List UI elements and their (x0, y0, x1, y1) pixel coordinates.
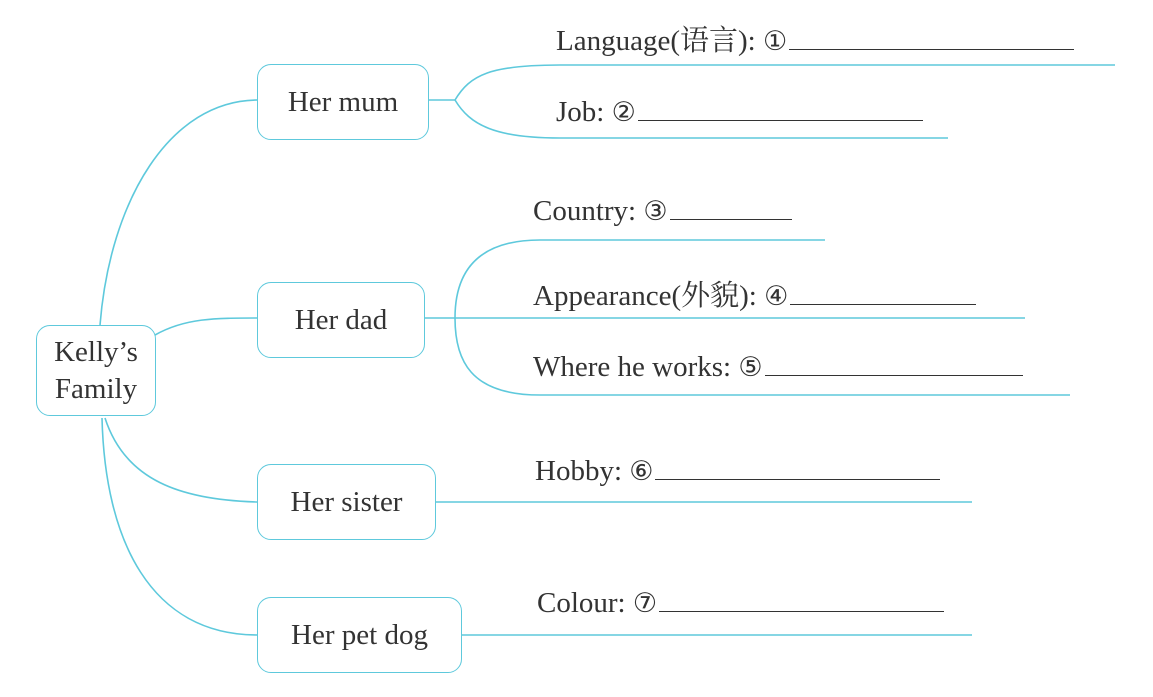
item-job-label: Job: (556, 96, 605, 128)
node-her-pet-dog (257, 597, 462, 673)
connector-mum-language (428, 65, 1115, 100)
connector-root-dad (155, 318, 258, 335)
item-hobby-label: Hobby: (535, 455, 622, 487)
node-her-mum (257, 64, 429, 140)
blank-number-1: ① (762, 26, 788, 57)
item-job (556, 96, 923, 129)
blank-number-6: ⑥ (629, 456, 654, 487)
node-her-sister (257, 464, 436, 540)
item-colour (537, 587, 944, 620)
node-her-mum-label: Her mum (287, 85, 399, 118)
answer-blank-1[interactable] (789, 27, 1074, 50)
answer-blank-3[interactable] (670, 197, 792, 220)
item-language-label: Language(语言): (556, 25, 756, 57)
item-appearance-label: Appearance(外貌): (533, 280, 757, 312)
node-her-dad (257, 282, 425, 358)
node-her-dad-label: Her dad (294, 303, 388, 336)
connector-root-sister (105, 418, 258, 502)
item-country-label: Country: (533, 195, 637, 227)
answer-blank-7[interactable] (659, 589, 944, 612)
item-colour-label: Colour: (537, 587, 626, 619)
blank-number-5: ⑤ (738, 352, 763, 383)
blank-number-4: ④ (764, 281, 789, 312)
answer-blank-5[interactable] (765, 353, 1023, 376)
blank-number-2: ② (611, 97, 636, 128)
node-her-sister-label: Her sister (290, 485, 403, 518)
root-line-2: Family (54, 372, 138, 405)
root-node-kellys-family (36, 325, 156, 416)
connector-root-dog (102, 418, 258, 635)
item-country (533, 195, 792, 228)
answer-blank-4[interactable] (790, 282, 976, 305)
item-where-he-works-label: Where he works: (533, 351, 732, 383)
root-line-1: Kelly’s (54, 336, 138, 369)
item-appearance (533, 273, 976, 314)
blank-number-3: ③ (643, 196, 668, 227)
answer-blank-6[interactable] (655, 457, 940, 480)
answer-blank-2[interactable] (638, 98, 923, 121)
connector-root-mum (100, 100, 258, 325)
item-language (556, 18, 1074, 59)
item-hobby (535, 455, 940, 488)
item-where-he-works (533, 351, 1023, 384)
node-her-pet-dog-label: Her pet dog (291, 618, 428, 651)
blank-number-7: ⑦ (632, 588, 658, 619)
